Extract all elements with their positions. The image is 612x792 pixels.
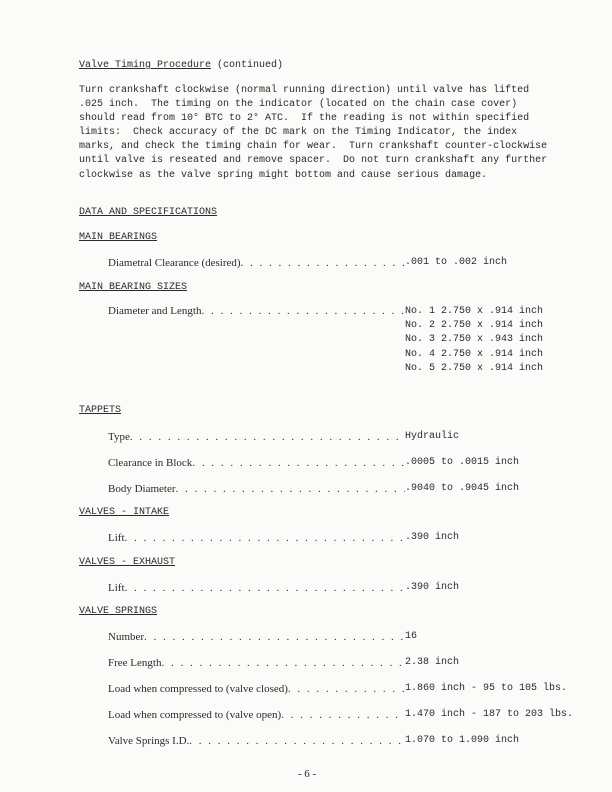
spec-row: [108, 631, 608, 643]
spec-row: [108, 735, 608, 747]
dot-leader: [144, 631, 405, 643]
bearing-size: No. 1 2.750 x .914 inch: [405, 306, 544, 317]
title-suffix: (continued): [211, 60, 284, 71]
spec-value: 2.38 inch: [405, 657, 460, 668]
dot-leader: [130, 431, 405, 443]
spec-row: [108, 709, 608, 721]
section-title: [79, 60, 283, 71]
title-heading: Valve Timing Procedure: [79, 60, 212, 71]
bearing-size: No. 2 2.750 x .914 inch: [405, 320, 544, 332]
bearing-size: No. 4 2.750 x .914 inch: [405, 348, 544, 360]
page-number: - 6 -: [297, 768, 317, 780]
spec-label: Number: [108, 631, 145, 643]
spec-row: [108, 657, 608, 669]
spec-label: Load when compressed to (valve open): [108, 709, 282, 721]
paragraph-line: Turn crankshaft clockwise (normal running direction) until valve has lifted: [79, 85, 530, 96]
dot-leader: [125, 582, 406, 594]
dot-leader: [201, 305, 405, 317]
spec-label: Type: [108, 431, 130, 443]
spec-row: [108, 582, 608, 594]
spec-value: Hydraulic: [405, 431, 460, 442]
spec-label: Body Diameter: [108, 483, 176, 495]
heading-valves-intake: VALVES - INTAKE: [79, 507, 170, 518]
spec-value: 1.860 inch - 95 to 105 lbs.: [405, 683, 568, 694]
dot-leader: [288, 683, 405, 695]
paragraph-line: clockwise as the valve spring might bottom and cause serious damage.: [79, 169, 488, 181]
spec-label: Clearance in Block: [108, 457, 193, 469]
spec-row: [108, 257, 608, 269]
spec-row: [108, 532, 608, 544]
heading-data-specs: DATA AND SPECIFICATIONS: [79, 207, 218, 218]
spec-label: Lift: [108, 582, 125, 594]
spec-row: [108, 457, 608, 469]
dot-leader: [125, 532, 406, 544]
heading-main-bearings: MAIN BEARINGS: [79, 232, 158, 243]
spec-row: [108, 483, 608, 495]
dot-leader: [176, 483, 405, 495]
spec-value: 1.070 to 1.090 inch: [405, 735, 520, 746]
spec-row: [108, 431, 608, 443]
paragraph-line: marks, and check the timing chain for wear. Turn crankshaft counter-clockwise: [79, 141, 548, 153]
heading-main-bearing-sizes: MAIN BEARING SIZES: [79, 282, 188, 293]
bearing-size: No. 3 2.750 x .943 inch: [405, 334, 544, 346]
dot-leader: [161, 657, 405, 669]
spec-label: Free Length: [108, 657, 162, 669]
dot-leader: [192, 457, 405, 469]
spec-label: Diametral Clearance (desired): [108, 257, 241, 269]
spec-value: .9040 to .9045 inch: [405, 483, 520, 494]
paragraph-line: until valve is reseated and remove spacer. Do not turn crankshaft any further: [79, 155, 548, 167]
heading-valve-springs: VALVE SPRINGS: [79, 606, 158, 617]
spec-value: .390 inch: [405, 582, 460, 593]
spec-label: Valve Springs I.D.: [108, 735, 190, 747]
dot-leader: [281, 709, 405, 721]
spec-value: .390 inch: [405, 532, 460, 543]
spec-label: Lift: [108, 532, 125, 544]
spec-row: [108, 683, 608, 695]
spec-value: 16: [405, 631, 418, 642]
heading-valves-exhaust: VALVES - EXHAUST: [79, 557, 176, 568]
bearing-size-list: [405, 305, 543, 376]
procedure-paragraph: [79, 84, 579, 183]
paragraph-line: limits: Check accuracy of the DC mark on the Timing Indicator, the index: [79, 127, 518, 139]
spec-label: Diameter and Length: [108, 305, 202, 317]
spec-value: .001 to .002 inch: [405, 257, 508, 268]
dot-leader: [189, 735, 405, 747]
paragraph-line: should read from 10° BTC to 2° ATC. If the reading is not within specified: [79, 113, 530, 125]
heading-tappets: TAPPETS: [79, 405, 122, 416]
spec-value: 1.470 inch - 187 to 203 lbs.: [405, 709, 574, 720]
spec-label: Load when compressed to (valve closed): [108, 683, 288, 695]
paragraph-line: .025 inch. The timing on the indicator (located on the chain case cover): [79, 99, 518, 111]
bearing-size: No. 5 2.750 x .914 inch: [405, 362, 544, 374]
spec-value: .0005 to .0015 inch: [405, 457, 520, 468]
dot-leader: [241, 257, 405, 269]
